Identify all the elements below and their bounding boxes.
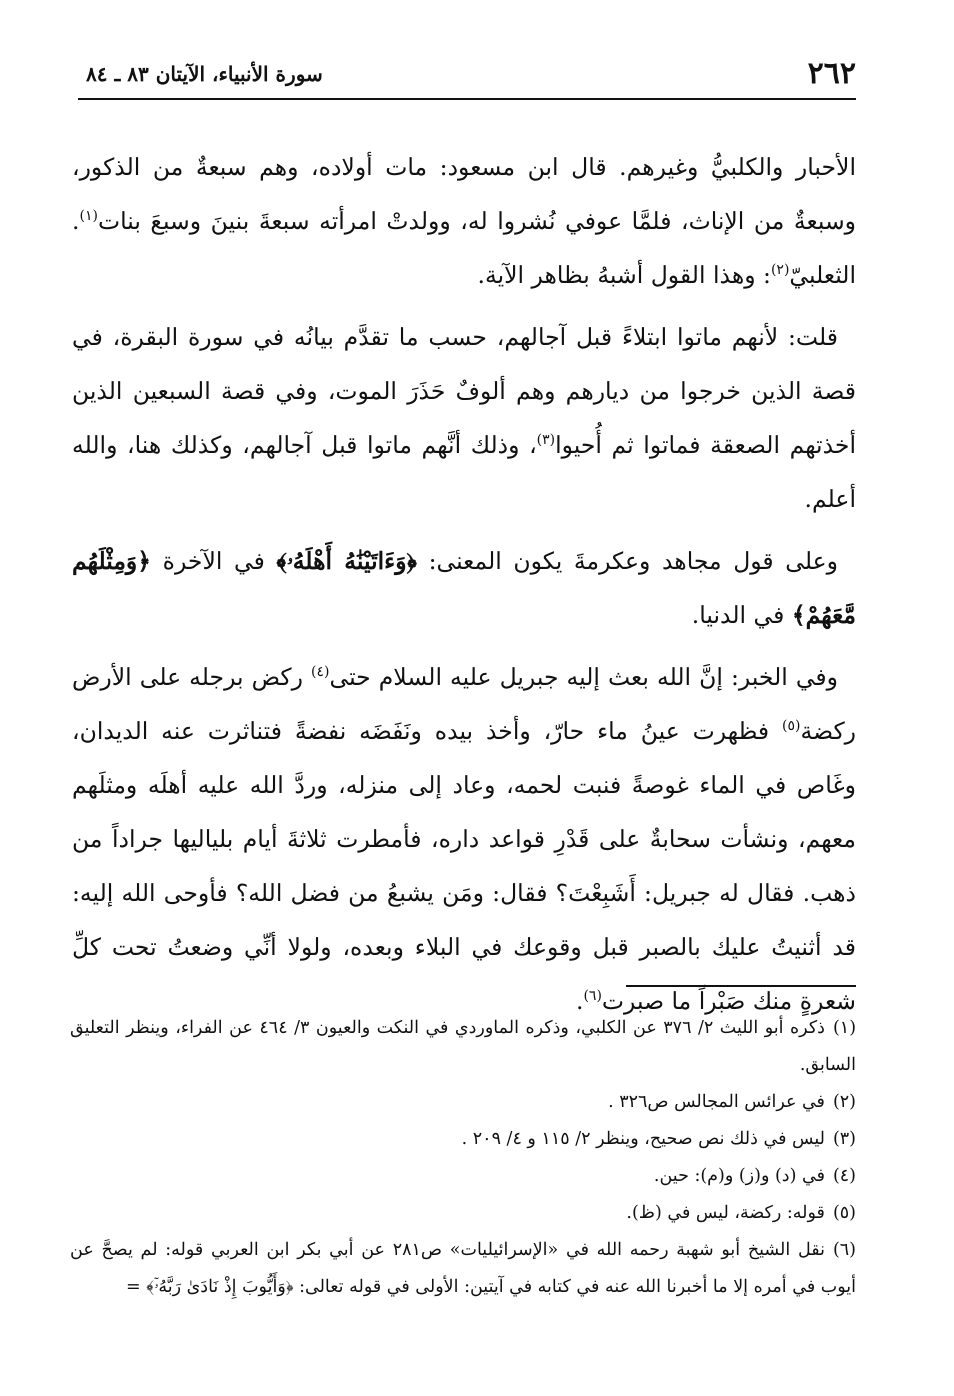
text-run: فظهرت عينُ ماء حارّ، وأخذ بيده ونَفَضَه نفضةً فتناثرت عنه الديدان، وغَاص في الماء غوصةً فنبت لحمه، وعاد إلى منزله، وردَّ الله عليه أهلَه ومثلَهم معهم، ونشأت سحابةٌ على قَدْرِ قواعد داره، فأمطرت ثلاثةَ أيام بلياليها جراداً من ذهب. فقال له جبريل: أَشَبِعْتَ؟ فقال: ومَن يشبعُ من فضل الله؟ فأوحى الله إليه: قد أثنيتُ عليك بالصبر قبل وقوعك في البلاء وبعده، ولولا أنِّي وضعتُ تحت كلِّ شعرةٍ منك صَبْراً ما صبرت [72,717,856,1015]
text-run: في الدنيا. [691,601,792,629]
text-run: ، وذلك أنَّهم ماتوا قبل آجالهم، وكذلك هنا، والله أعلم. [72,431,856,513]
footnote-marker-6: (٦) [583,988,602,1005]
text-run: وفي الخبر: إنَّ الله بعث إليه جبريل عليه السلام حتى [329,663,839,691]
footnote-2 [70,1084,856,1121]
footnote-text: قوله: ركضة، ليس في (ظ). [626,1203,825,1223]
footnote-marker-1: (١) [79,208,98,225]
footnote-5 [70,1195,856,1232]
footnote-marker-5: (٥) [782,718,801,735]
paragraph-4 [72,650,856,1028]
footnote-separator [626,985,856,987]
text-run: قلت: لأنهم ماتوا ابتلاءً قبل آجالهم، حسب ما تقدَّم بيانُه في سورة البقرة، في قصة الذين خرجوا من ديارهم وهم ألوفٌ حَذَرَ الموت، وفي قصة السبعين الذين أخذتهم الصعقة فماتوا ثم أُحيوا [72,323,856,459]
text-run: : وهذا القول أشبهُ بظاهر الآية. [477,261,771,289]
text-run: . الثعلبيّ [72,207,856,289]
footnote-marker-2: (٢) [770,262,790,279]
running-header [78,52,856,100]
text-run: ركض برجله على الأرض ركضة [72,663,856,745]
footnote-text: نقل الشيخ أبو شهبة رحمه الله في «الإسرائيليات» ص٢٨١ عن أبي بكر ابن العربي قوله: لم يصحَّ عن أيوب في أمره إلا ما أخبرنا الله عنه في كتابه في آيتين: الأولى في قوله تعالى: ﴿وَأَيُّوبَ إِذْ نَادَىٰ رَبَّهُۥٓ﴾ = [70,1240,856,1297]
quran-verse-1: ﴿وَءَاتَيْنَٰهُ أَهْلَهُۥ﴾ [276,547,417,575]
footnote-number: (٦) [832,1240,856,1260]
text-run: في الآخرة [151,547,277,575]
footnote-number: (٤) [832,1166,856,1186]
footnote-number: (٣) [832,1129,856,1149]
chapter-heading: سورة الأنبياء، الآيتان ٨٣ ـ ٨٤ [86,62,323,86]
footnote-number: (١) [832,1018,857,1038]
text-run: وعلى قول مجاهد وعكرمةَ يكون المعنى: [416,547,838,575]
text-run: الأحبار والكلبيُّ وغيرهم. قال ابن مسعود: مات أولاده، وهم سبعةٌ من الذكور، وسبعةٌ من الإناث، فلمَّا عوفي نُشروا له، وولدتْ امرأته سبعةَ بنينَ وسبعَ بنات [72,153,856,235]
footnote-6 [70,1232,856,1306]
page-number: ٢٦٢ [807,56,856,91]
footnote-marker-4: (٤) [311,664,330,681]
footnote-number: (٢) [832,1092,856,1112]
footnote-text: ذكره أبو الليث ٢/ ٣٧٦ عن الكلبي، وذكره الماوردي في النكت والعيون ٣/ ٤٦٤ عن الفراء، وينظر التعليق السابق. [70,1018,856,1075]
text-run: . [575,987,584,1015]
main-text [72,140,856,1036]
paragraph-1 [72,140,856,302]
footnote-3 [70,1121,856,1158]
paragraph-2 [72,310,856,526]
paragraph-3 [72,534,856,642]
footnote-text: ليس في ذلك نص صحيح، وينظر ٢/ ١١٥ و ٤/ ٢٠٩ . [461,1129,825,1149]
footnote-4 [70,1158,856,1195]
footnote-text: في عرائس المجالس ص٣٢٦ . [608,1092,825,1112]
footnotes [70,1010,856,1306]
footnote-text: في (د) و(ز) و(م): حين. [653,1166,825,1186]
footnote-marker-3: (٣) [536,432,556,449]
footnote-1 [70,1010,856,1084]
quran-verse-2: ﴿وَمِثْلَهُم مَّعَهُمْ﴾ [72,547,856,629]
footnote-number: (٥) [832,1203,856,1223]
